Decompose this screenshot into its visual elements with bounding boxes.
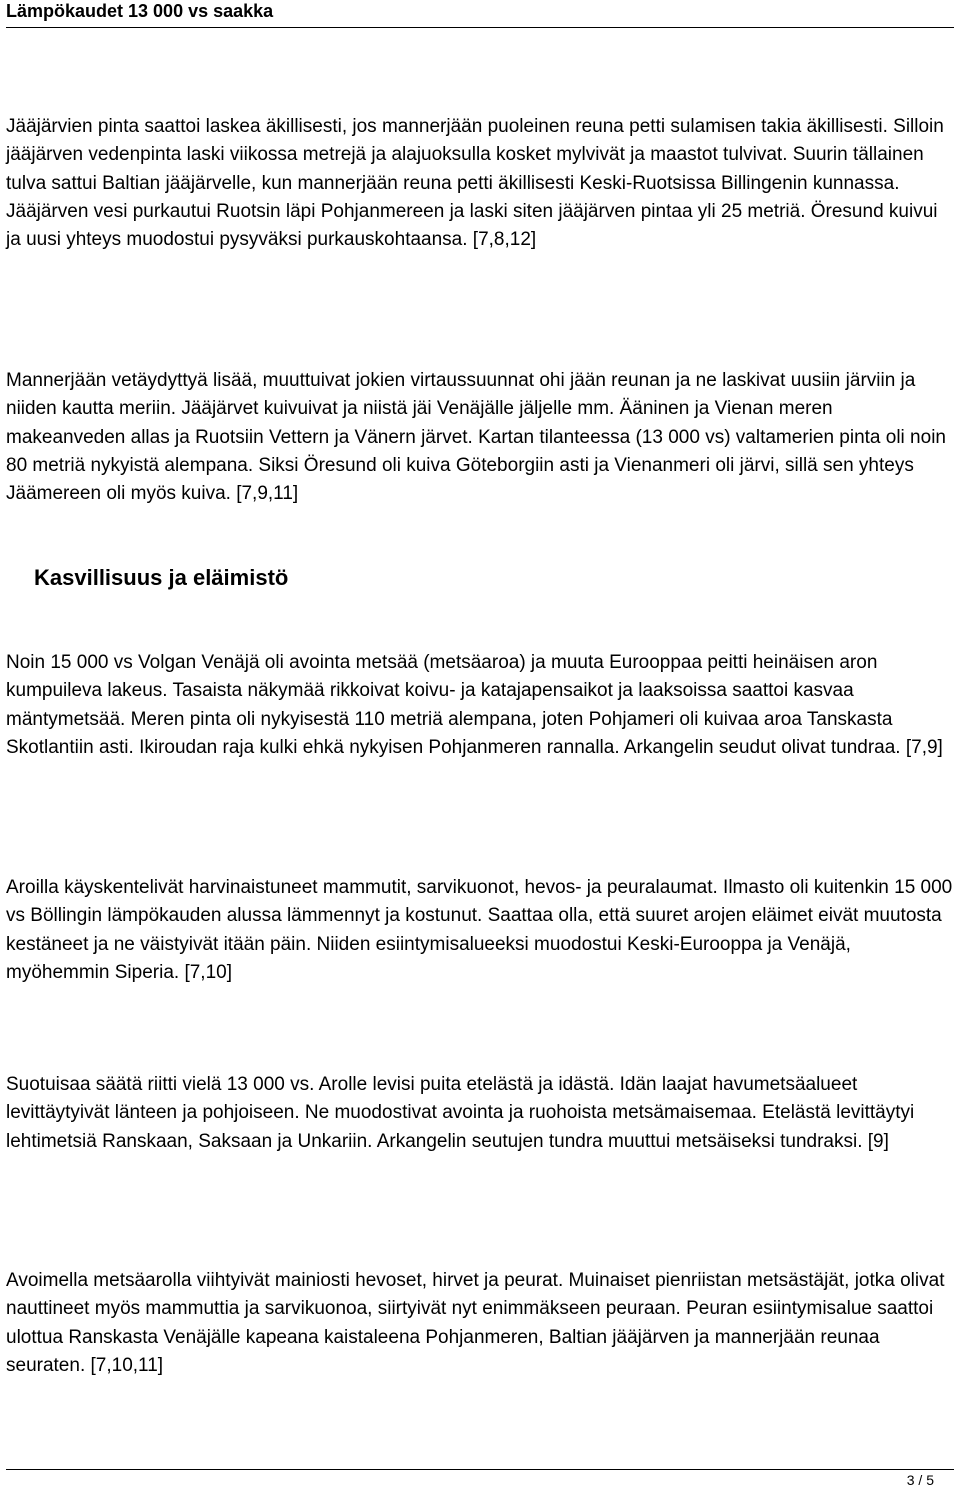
paragraph-hunters: Avoimella metsäarolla viihtyivät mainiosti hevoset, hirvet ja peurat. Muinaiset pienriistan metsästäjät, jotka olivat nauttineet myös mammuttia ja sarvikuonoa, siirtyivät nyt enimmäkseen peuraan. Peuran esiintymisalue saattoi ulottua Ranskasta Venäjälle kapeana kaistaleena Pohjanmeren, Baltian jääjärven ja mannerjään reunaa seuraten. [7,10,11]: [6, 1270, 945, 1376]
paragraph-ice-retreat: Mannerjään vetäydyttyä lisää, muuttuivat jokien virtaussuunnat ohi jään reunan ja ne laskivat uusiin järviin ja niiden kautta meriin. Jääjärvet kuivuivat ja niistä jäi Venäjälle jäljelle mm. Ääninen ja Vienan meren makeanveden allas ja Ruotsiin Vettern ja Vänern järvet. Kartan tilanteessa (13 000 vs) valtamerien pinta oli noin 80 metriä nykyistä alempana. Siksi Öresund oli kuiva Göteborgiin asti ja Vienanmeri oli järvi, sillä sen yhteys Jäämereen oli myös kuiva. [7,9,11]: [6, 370, 946, 505]
page-number: 3 / 5: [906, 1472, 934, 1488]
paragraph-vegetation: Noin 15 000 vs Volgan Venäjä oli avointa metsää (metsäaroa) ja muuta Eurooppaa peitti heinäisen aron kumpuileva lakeus. Tasaista näkymää rikkoivat koivu- ja katajapensaikot ja laaksoissa saattoi kasvaa mäntymetsää. Meren pinta oli nykyisestä 110 metriä alempana, joten Pohjameri oli kuivaa aroa Tanskasta Skotlantiin asti. Ikiroudan raja kulki ehkä nykyisen Pohjanmeren rannalla. Arkangelin seudut olivat tundraa. [7,9]: [6, 652, 943, 758]
paragraph-forests: Suotuisaa säätä riitti vielä 13 000 vs. Arolle levisi puita etelästä ja idästä. Idän laajat havumetsäalueet levittäytyivät länteen ja pohjoiseen. Ne muodostivat avointa ja ruohoista metsämaisemaa. Etelästä levittäytyi lehtimetsiä Ranskaan, Saksaan ja Unkariin. Arkangelin seutujen tundra muuttui metsäiseksi tundraksi. [9]: [6, 1074, 915, 1152]
paragraph-fauna: Aroilla käyskentelivät harvinaistuneet mammutit, sarvikuonot, hevos- ja peuralaumat. Ilmasto oli kuitenkin 15 000 vs Böllingin lämpökauden alussa lämmennyt ja kostunut. Saattaa olla, että suuret arojen eläimet eivät muutosta kestäneet ja ne väistyivät itään päin. Niiden esiintymisalueeksi muodostui Keski-Eurooppa ja Venäjä, myöhemmin Siperia. [7,10]: [6, 877, 953, 983]
footer-divider: [6, 1469, 954, 1470]
page-header: [6, 0, 954, 28]
paragraph-ice-lakes: Jääjärvien pinta saattoi laskea äkillisesti, jos mannerjään puoleinen reuna petti sulamisen takia äkillisesti. Silloin jääjärven vedenpinta laski viikossa metrejä ja alajuoksulla kosket mylvivät ja maastot tulvivat. Suurin tällainen tulva sattui Baltian jääjärvelle, kun mannerjään reuna petti äkillisesti Keski-Ruotsissa Billingenin kunnassa. Jääjärven vesi purkautui Ruotsin läpi Pohjanmereen ja laski siten jääjärven pintaa yli 25 metriä. Öresund kuivui ja uusi yhteys muodostui pysyväksi purkauskohtaansa. [7,8,12]: [6, 116, 944, 251]
section-heading: Kasvillisuus ja eläimistö: [34, 565, 289, 590]
document-title: Lämpökaudet 13 000 vs saakka: [6, 1, 274, 21]
